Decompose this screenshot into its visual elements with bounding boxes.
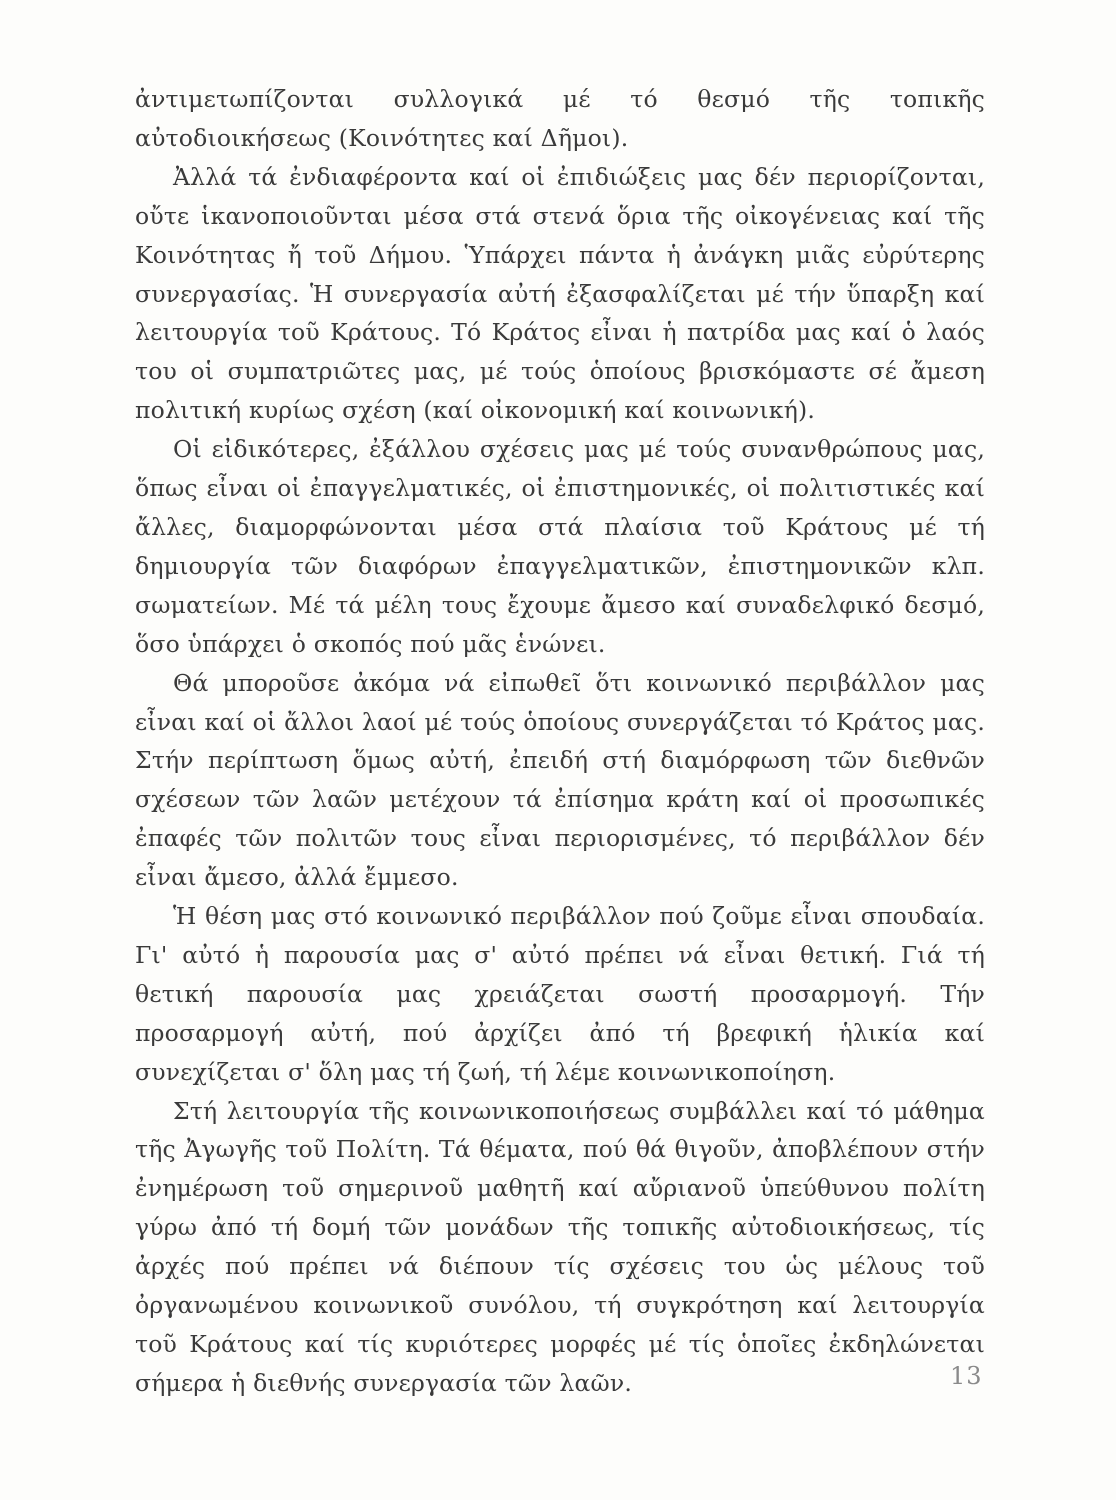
- paragraph: Ἡ θέση μας στό κοινωνικό περιβάλλον πού ζοῦμε εἶναι σπουδαία. Γι' αὐτό ἡ παρουσία μας σ' αὐτό πρέπει νά εἶναι θετική. Γιά τή θετική παρουσία μας χρειάζεται σωστή προσαρμογή. Τήν προσαρμογή αὐτή, πού ἀρχίζει ἀπό τή βρεφική ἡλικία καί συνεχίζεται σ' ὅλη μας τή ζωή, τή λέμε κοινωνικοποίηση.: [135, 902, 985, 1086]
- paragraph: Οἱ εἰδικότερες, ἐξάλλου σχέσεις μας μέ τούς συνανθρώπους μας, ὅπως εἶναι οἱ ἐπαγγελματικές, οἱ ἐπιστημονικές, οἱ πολιτιστικές καί ἄλλες, διαμορφώνονται μέσα στά πλαίσια τοῦ Κράτους μέ τή δημιουργία τῶν διαφόρων ἐπαγγελματικῶν, ἐπιστημονικῶν κλπ. σωματείων. Μέ τά μέλη τους ἔχουμε ἄμεσο καί συναδελφικό δεσμό, ὅσο ὑπάρχει ὁ σκοπός πού μᾶς ἑνώνει.: [135, 435, 985, 658]
- paragraph: Θά μποροῦσε ἀκόμα νά εἰπωθεῖ ὅτι κοινωνικό περιβάλλον μας εἶναι καί οἱ ἄλλοι λαοί μέ τούς ὁποίους συνεργάζεται τό Κράτος μας. Στήν περίπτωση ὅμως αὐτή, ἐπειδή στή διαμόρφωση τῶν διεθνῶν σχέσεων τῶν λαῶν μετέχουν τά ἐπίσημα κράτη καί οἱ προσωπικές ἐπαφές τῶν πολιτῶν τους εἶναι περιορισμένες, τό περιβάλλον δέν εἶναι ἄμεσο, ἀλλά ἔμμεσο.: [135, 668, 985, 892]
- paragraph-continuation: ἀντιμετωπίζονται συλλογικά μέ τό θεσμό τῆς τοπικῆς αὐτοδιοικήσεως (Κοινότητες καί Δῆμοι).: [135, 85, 985, 152]
- page-number: 13: [950, 1362, 983, 1390]
- paragraph: Στή λειτουργία τῆς κοινωνικοποιήσεως συμβάλλει καί τό μάθημα τῆς Ἀγωγῆς τοῦ Πολίτη. Τά θέματα, πού θά θιγοῦν, ἀποβλέπουν στήν ἐνημέρωση τοῦ σημερινοῦ μαθητῆ καί αὔριανοῦ ὑπεύθυνου πολίτη γύρω ἀπό τή δομή τῶν μονάδων τῆς τοπικῆς αὐτοδιοικήσεως, τίς ἀρχές πού πρέπει νά διέπουν τίς σχέσεις του ὡς μέλους τοῦ ὀργανωμένου κοινωνικοῦ συνόλου, τή συγκρότηση καί λειτουργία τοῦ Κράτους καί τίς κυριότερες μορφές μέ τίς ὁποῖες ἐκδηλώνεται σήμερα ἡ διεθνής συνεργασία τῶν λαῶν.: [135, 1096, 985, 1397]
- paragraph: Ἀλλά τά ἐνδιαφέροντα καί οἱ ἐπιδιώξεις μας δέν περιορίζονται, οὔτε ἱκανοποιοῦνται μέσα στά στενά ὅρια τῆς οἰκογένειας καί τῆς Κοινότητας ἤ τοῦ Δήμου. Ὑπάρχει πάντα ἡ ἀνάγκη μιᾶς εὐρύτερης συνεργασίας. Ἡ συνεργασία αὐτή ἐξασφαλίζεται μέ τήν ὕπαρξη καί λειτουργία τοῦ Κράτους. Τό Κράτος εἶναι ἡ πατρίδα μας καί ὁ λαός του οἱ συμπατριῶτες μας, μέ τούς ὁποίους βρισκόμαστε σέ ἄμεση πολιτική κυρίως σχέση (καί οἰκονομική καί κοινωνική).: [135, 162, 985, 425]
- body-text: [135, 80, 985, 1403]
